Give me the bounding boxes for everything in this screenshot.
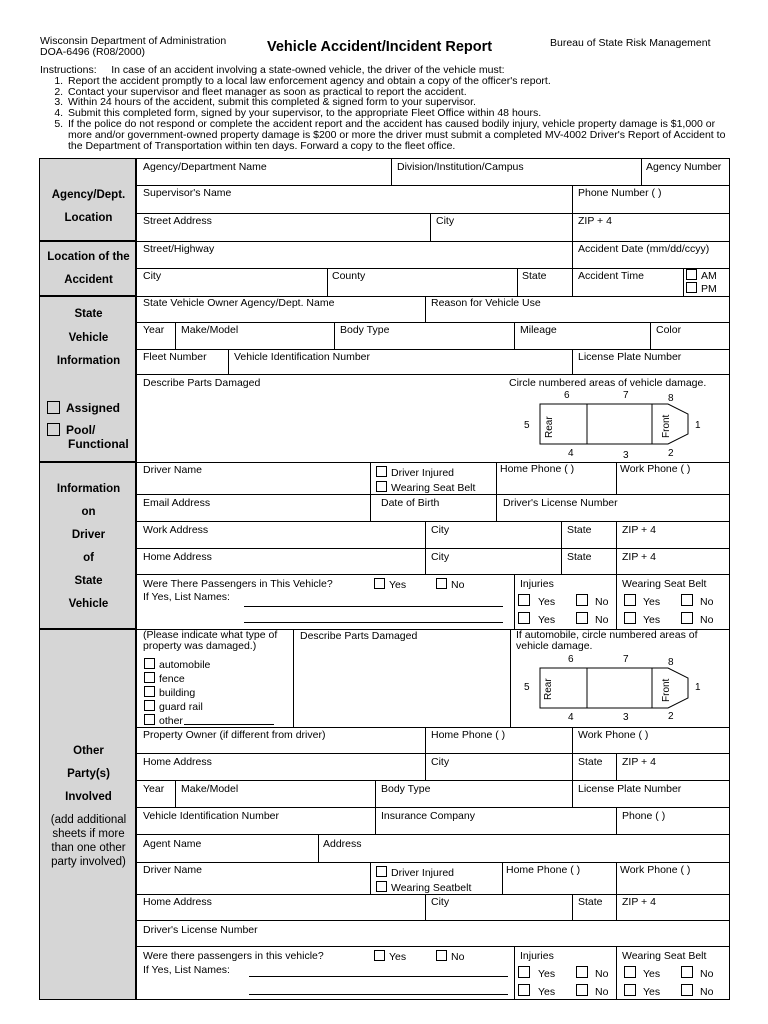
checkbox[interactable] — [624, 594, 636, 606]
vehicle-color-field[interactable]: Color — [656, 324, 682, 336]
area-7[interactable]: 7 — [623, 390, 629, 401]
checkbox[interactable] — [681, 612, 693, 624]
belt-yes[interactable] — [624, 594, 660, 608]
section-note: party involved) — [51, 856, 126, 868]
other-circle-instruction — [516, 630, 698, 652]
instruction-step: 1. Report the accident promptly to a local law enforcement agency and obtain a copy of the officer's report. — [66, 76, 730, 87]
section-label: Location of the — [47, 251, 130, 263]
no-label: No — [595, 968, 609, 980]
list-names-label: If Yes, List Names: — [143, 591, 230, 603]
option-label: other — [159, 715, 183, 727]
checkbox[interactable] — [518, 612, 530, 624]
plate-field[interactable]: License Plate Number — [578, 351, 682, 363]
option-other[interactable] — [144, 714, 274, 728]
driver-work-phone-field[interactable]: Work Phone ( ) — [620, 463, 691, 475]
dob-field[interactable]: Date of Birth — [381, 497, 440, 509]
checkbox[interactable] — [518, 966, 530, 978]
form-id: DOA-6496 (R08/2000) — [40, 46, 146, 58]
yes-label: Yes — [389, 579, 407, 591]
other-plate-field[interactable]: License Plate Number — [578, 783, 682, 795]
checkbox[interactable] — [576, 966, 588, 978]
no-label: No — [451, 951, 465, 963]
work-address-field[interactable]: Work Address — [143, 524, 209, 536]
assigned-label: Assigned — [66, 401, 121, 415]
no-label: No — [595, 596, 609, 608]
checkbox[interactable] — [518, 594, 530, 606]
driver-home-phone-field[interactable]: Home Phone ( ) — [500, 463, 575, 475]
other-driver-name-field[interactable]: Driver Name — [143, 864, 202, 876]
section-label: Involved — [65, 791, 112, 803]
insurance-phone-field[interactable]: Phone ( ) — [622, 810, 666, 822]
belt-no[interactable] — [681, 594, 713, 608]
yes-label: Yes — [538, 968, 556, 980]
belt-yes[interactable] — [624, 984, 660, 998]
belt-yes[interactable] — [624, 612, 660, 626]
injury-no[interactable] — [576, 594, 608, 608]
home-address-field[interactable]: Home Address — [143, 551, 212, 563]
other-line[interactable] — [184, 714, 274, 725]
supervisor-name-field[interactable]: Supervisor's Name — [143, 187, 232, 199]
injury-yes[interactable] — [518, 594, 555, 608]
checkbox[interactable] — [576, 984, 588, 996]
front-label: Front — [661, 414, 672, 438]
other-state-field[interactable]: State — [578, 756, 603, 768]
instruction-text: vehicle damage. — [516, 640, 593, 652]
accident-state-field[interactable]: State — [522, 270, 547, 282]
other-vin-field[interactable]: Vehicle Identification Number — [143, 810, 279, 822]
other-seatbelt-option[interactable] — [376, 881, 471, 894]
option-label: automobile — [159, 659, 211, 671]
area-8[interactable]: 8 — [668, 657, 674, 668]
seatbelt-checkbox[interactable] — [376, 481, 387, 492]
other-passengers-no[interactable] — [436, 950, 464, 963]
insurance-field[interactable]: Insurance Company — [381, 810, 475, 822]
front-label: Front — [661, 678, 672, 702]
property-type-options — [144, 658, 274, 728]
rear-label: Rear — [544, 416, 555, 438]
section-label: Information — [56, 355, 121, 367]
other-zip-field[interactable]: ZIP + 4 — [622, 756, 656, 768]
area-6[interactable]: 6 — [568, 654, 574, 665]
am-label: AM — [701, 270, 717, 282]
yes-label: Yes — [643, 986, 661, 998]
yes-checkbox[interactable] — [374, 578, 385, 589]
other-driver-work-phone-field[interactable]: Work Phone ( ) — [620, 864, 691, 876]
vehicle-mileage-field[interactable]: Mileage — [520, 324, 557, 336]
area-5[interactable]: 5 — [524, 682, 530, 693]
other-year-field[interactable]: Year — [143, 783, 165, 795]
property-owner-field[interactable]: Property Owner (if different from driver) — [143, 729, 326, 741]
no-label: No — [700, 986, 714, 998]
other-passengers-yes[interactable] — [374, 950, 406, 963]
driver-injured-label: Driver Injured — [391, 467, 455, 479]
yes-label: Yes — [538, 986, 556, 998]
vehicle-make-field[interactable]: Make/Model — [181, 324, 239, 336]
option-label: guard rail — [159, 701, 203, 713]
other-passengers-question: Were there passengers in this vehicle? — [143, 950, 324, 962]
wearing-label: Wearing Seat Belt — [622, 578, 707, 590]
other-city-field[interactable]: City — [431, 756, 450, 768]
license-field[interactable]: Driver's License Number — [503, 497, 618, 509]
pm-option[interactable] — [686, 282, 717, 295]
pool-label: Pool/ — [66, 423, 96, 437]
option-label: fence — [159, 673, 185, 685]
area-1[interactable]: 1 — [695, 420, 701, 431]
other-home-address-field[interactable]: Home Address — [143, 756, 212, 768]
injury-no[interactable] — [576, 966, 608, 980]
section-label: Other — [73, 745, 104, 757]
other-make-field[interactable]: Make/Model — [181, 783, 239, 795]
yes-label: Yes — [643, 596, 661, 608]
injury-yes[interactable] — [518, 612, 555, 626]
section-label: Accident — [64, 274, 113, 286]
rear-label: Rear — [543, 678, 554, 700]
area-5[interactable]: 5 — [524, 420, 530, 431]
belt-no[interactable] — [681, 612, 713, 626]
passengers-yes[interactable] — [374, 578, 406, 591]
section-label: Location — [64, 212, 113, 224]
section-label: Information — [56, 483, 121, 495]
other-wearing-label: Wearing Seat Belt — [622, 950, 707, 962]
work-state-field[interactable]: State — [567, 524, 592, 536]
home-city-field[interactable]: City — [431, 551, 450, 563]
area-1[interactable]: 1 — [695, 682, 701, 693]
vin-field[interactable]: Vehicle Identification Number — [234, 351, 370, 363]
checkbox[interactable] — [144, 714, 155, 725]
checkbox[interactable] — [144, 672, 155, 683]
yes-label: Yes — [643, 968, 661, 980]
agency-street-field[interactable]: Street Address — [143, 215, 212, 227]
agency-city-field[interactable]: City — [436, 215, 455, 227]
accident-city-field[interactable]: City — [143, 270, 162, 282]
department-name — [40, 36, 226, 58]
checkbox[interactable] — [576, 594, 588, 606]
instructions-label: Instructions: — [40, 64, 97, 76]
email-field[interactable]: Email Address — [143, 497, 211, 509]
instruction-step: 5. If the police do not respond or complete the accident report and the accident has caused bodily injury, vehicle property damage is $1,000 or more and/or government-owned property damage is $200 or more the driver must submit a completed MV-4002 Driver's Report of Accident to the Department of Transportation within ten days. Forward a copy to the fleet office. — [66, 119, 730, 151]
no-label: No — [451, 579, 465, 591]
option-label: Wearing Seatbelt — [391, 882, 472, 894]
instructions — [40, 65, 730, 151]
other-driver-injured-option[interactable] — [376, 866, 454, 879]
section-label: Vehicle — [68, 332, 109, 344]
page-title: Vehicle Accident/Incident Report — [267, 39, 493, 55]
work-zip-field[interactable]: ZIP + 4 — [622, 524, 656, 536]
property-type-instruction — [143, 630, 277, 652]
parts-damaged-field[interactable]: Describe Parts Damaged — [143, 377, 261, 389]
section-label: of — [83, 552, 94, 564]
vehicle-year-field[interactable]: Year — [143, 324, 165, 336]
area-4[interactable]: 4 — [568, 712, 574, 723]
option-label: Driver Injured — [391, 867, 455, 879]
option-automobile[interactable] — [144, 658, 274, 672]
accident-street-field[interactable]: Street/Highway — [143, 243, 215, 255]
option-building[interactable] — [144, 686, 274, 700]
circle-instruction: Circle numbered areas of vehicle damage. — [509, 377, 707, 389]
checkbox[interactable] — [144, 686, 155, 697]
area-2[interactable]: 2 — [668, 448, 674, 459]
vehicle-body-field[interactable]: Body Type — [340, 324, 390, 336]
pm-checkbox[interactable] — [686, 282, 697, 293]
supervisor-phone-field[interactable]: Phone Number ( ) — [578, 187, 662, 199]
agent-name-field[interactable]: Agent Name — [143, 838, 202, 850]
section-label: Driver — [71, 529, 106, 541]
am-checkbox[interactable] — [686, 269, 697, 280]
section-label: State — [74, 575, 103, 587]
belt-no[interactable] — [681, 966, 713, 980]
area-2[interactable]: 2 — [668, 711, 674, 722]
other-parts-damaged-field[interactable]: Describe Parts Damaged — [300, 630, 418, 642]
checkbox[interactable] — [436, 950, 447, 961]
area-4[interactable]: 4 — [568, 448, 574, 459]
checkbox[interactable] — [681, 984, 693, 996]
accident-time-field[interactable]: Accident Time — [578, 270, 644, 282]
home-state-field[interactable]: State — [567, 551, 592, 563]
am-option[interactable] — [686, 269, 717, 282]
yes-label: Yes — [643, 614, 661, 626]
checkbox[interactable] — [374, 950, 385, 961]
other-driver-home-address-field[interactable]: Home Address — [143, 896, 212, 908]
owner-agency-field[interactable]: State Vehicle Owner Agency/Dept. Name — [143, 297, 335, 309]
instruction-step: 2. Contact your supervisor and fleet manager as soon as practical to report the accident. — [66, 87, 730, 98]
checkbox[interactable] — [681, 966, 693, 978]
section-label: Vehicle — [68, 598, 109, 610]
instruction-text: property was damaged.) — [143, 640, 257, 652]
section-label: Agency/Dept. — [51, 189, 126, 201]
accident-date-field[interactable]: Accident Date (mm/dd/ccyy) — [578, 243, 710, 255]
agency-zip-field[interactable]: ZIP + 4 — [578, 215, 612, 227]
other-driver-state-field[interactable]: State — [578, 896, 603, 908]
other-list-names-label: If Yes, List Names: — [143, 964, 230, 976]
reason-field[interactable]: Reason for Vehicle Use — [431, 297, 541, 309]
driver-name-field[interactable]: Driver Name — [143, 464, 202, 476]
instruction-step: 3. Within 24 hours of the accident, submit this completed & signed form to your supervisor. — [66, 97, 730, 108]
passenger-name-line[interactable] — [244, 612, 503, 625]
instructions-lead: In case of an accident involving a state-owned vehicle, the driver of the vehicle must: — [111, 64, 505, 76]
section-label: on — [81, 506, 96, 518]
injury-no[interactable] — [576, 612, 608, 626]
fleet-number-field[interactable]: Fleet Number — [143, 351, 207, 363]
other-injuries-label: Injuries — [520, 950, 554, 962]
instruction-step: 4. Submit this completed form, signed by your supervisor, to the appropriate Fleet Office within 48 hours. — [66, 108, 730, 119]
other-driver-home-phone-field[interactable]: Home Phone ( ) — [506, 864, 581, 876]
checkbox[interactable] — [681, 594, 693, 606]
other-work-phone-field[interactable]: Work Phone ( ) — [578, 729, 649, 741]
yes-label: Yes — [538, 596, 556, 608]
injuries-label: Injuries — [520, 578, 554, 590]
area-3[interactable]: 3 — [623, 450, 629, 461]
passenger-name-line[interactable] — [249, 966, 508, 979]
accident-county-field[interactable]: County — [332, 270, 366, 282]
injury-yes[interactable] — [518, 966, 555, 980]
no-checkbox[interactable] — [436, 578, 447, 589]
section-label: Party(s) — [67, 768, 110, 780]
area-7[interactable]: 7 — [623, 654, 629, 665]
no-label: No — [595, 614, 609, 626]
yes-label: Yes — [389, 951, 407, 963]
section-note: sheets if more — [52, 828, 125, 840]
other-vehicle-damage-diagram[interactable] — [520, 654, 720, 728]
checkbox[interactable] — [624, 612, 636, 624]
checkbox[interactable] — [624, 984, 636, 996]
area-8[interactable]: 8 — [668, 393, 674, 404]
department-text: Wisconsin Department of Administration — [40, 35, 227, 47]
driver-injured-checkbox[interactable] — [376, 466, 387, 477]
instruction-text: (Please indicate what type of — [143, 629, 278, 641]
passenger-name-line[interactable] — [244, 596, 503, 609]
section-note: than one other — [51, 842, 126, 854]
injury-no[interactable] — [576, 984, 608, 998]
checkbox[interactable] — [144, 658, 155, 669]
other-driver-zip-field[interactable]: ZIP + 4 — [622, 896, 656, 908]
seatbelt-option[interactable] — [376, 481, 475, 494]
passengers-no[interactable] — [436, 578, 464, 591]
other-driver-license-field[interactable]: Driver's License Number — [143, 924, 258, 936]
home-zip-field[interactable]: ZIP + 4 — [622, 551, 656, 563]
area-6[interactable]: 6 — [564, 390, 570, 401]
belt-yes[interactable] — [624, 966, 660, 980]
injury-yes[interactable] — [518, 984, 555, 998]
other-body-field[interactable]: Body Type — [381, 783, 431, 795]
no-label: No — [700, 968, 714, 980]
checkbox[interactable] — [376, 866, 387, 877]
vehicle-damage-diagram[interactable] — [520, 388, 720, 462]
no-label: No — [700, 614, 714, 626]
agent-address-field[interactable]: Address — [323, 838, 362, 850]
option-fence[interactable] — [144, 672, 274, 686]
section-note: (add additional — [50, 814, 127, 826]
other-driver-city-field[interactable]: City — [431, 896, 450, 908]
area-3[interactable]: 3 — [623, 712, 629, 723]
work-city-field[interactable]: City — [431, 524, 450, 536]
yes-label: Yes — [538, 614, 556, 626]
agency-number-field[interactable]: Agency Number — [646, 161, 722, 173]
driver-injured-option[interactable] — [376, 466, 454, 479]
option-guard-rail[interactable] — [144, 700, 274, 714]
seatbelt-label: Wearing Seat Belt — [391, 482, 476, 494]
checkbox[interactable] — [144, 700, 155, 711]
agency-name-field[interactable]: Agency/Department Name — [143, 161, 267, 173]
checkbox[interactable] — [576, 612, 588, 624]
functional-label: Functional — [68, 437, 129, 451]
checkbox[interactable] — [518, 984, 530, 996]
no-label: No — [595, 986, 609, 998]
passenger-name-line[interactable] — [249, 984, 508, 997]
division-field[interactable]: Division/Institution/Campus — [397, 161, 524, 173]
passengers-question: Were There Passengers in This Vehicle? — [143, 578, 333, 590]
other-home-phone-field[interactable]: Home Phone ( ) — [431, 729, 506, 741]
checkbox[interactable] — [624, 966, 636, 978]
instruction-text: If automobile, circle numbered areas of — [516, 629, 698, 641]
bureau-name: Bureau of State Risk Management — [550, 37, 711, 49]
section-label: State — [74, 308, 103, 320]
option-label: building — [159, 687, 196, 699]
checkbox[interactable] — [376, 881, 387, 892]
belt-no[interactable] — [681, 984, 713, 998]
pm-label: PM — [701, 283, 717, 295]
no-label: No — [700, 596, 714, 608]
